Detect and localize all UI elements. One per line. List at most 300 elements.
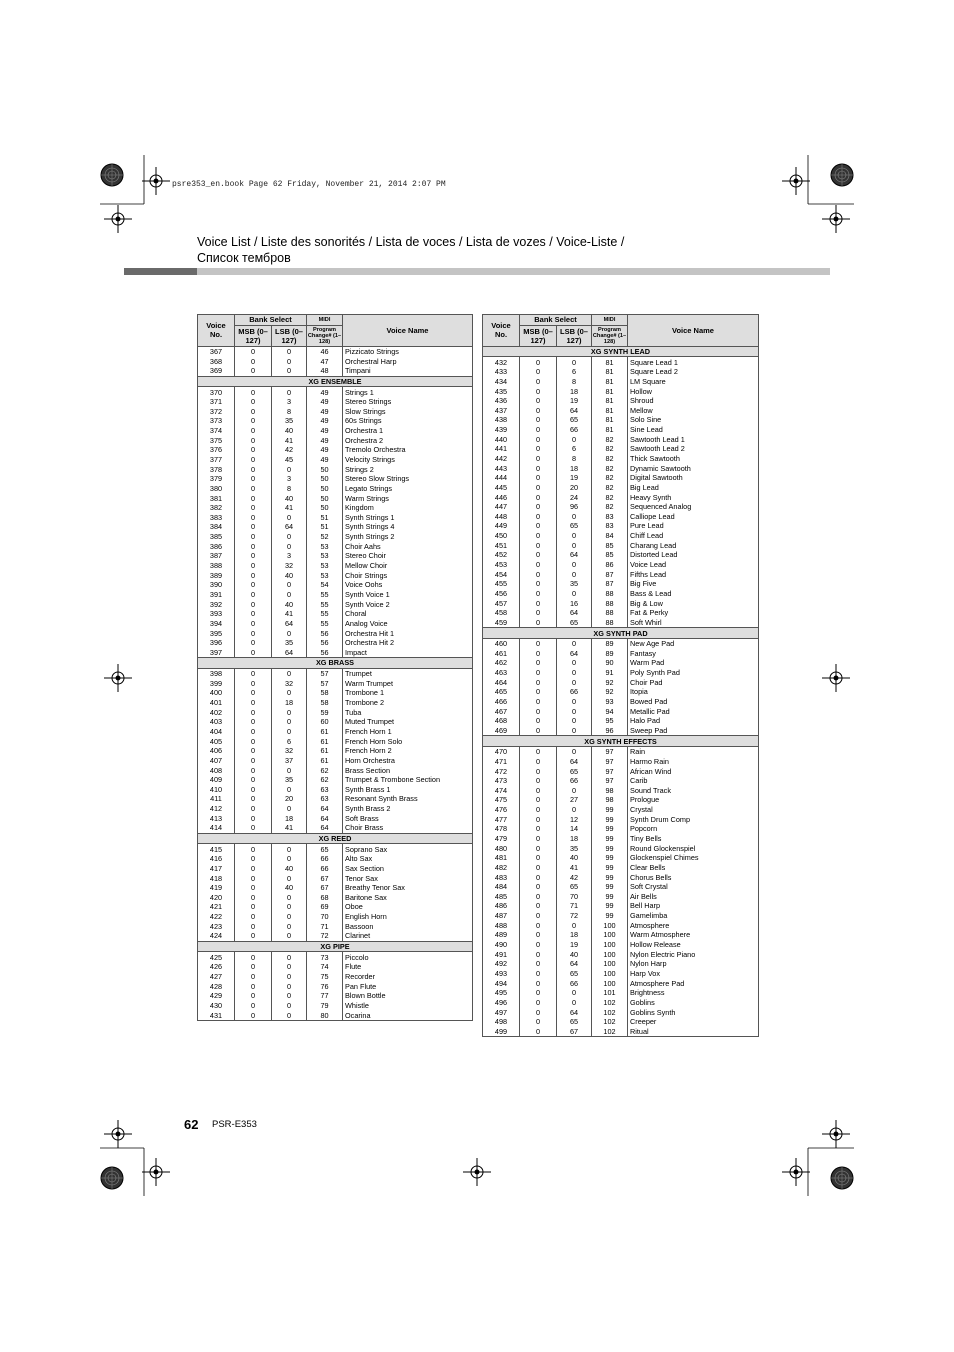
voice-name: Harmo Rain (628, 757, 759, 767)
table-row (198, 387, 473, 397)
lsb-value: 12 (557, 814, 592, 824)
program-change-value: 57 (307, 678, 343, 688)
msb-value: 0 (235, 599, 272, 609)
lsb-value: 65 (557, 969, 592, 979)
voice-name: Bell Harp (628, 901, 759, 911)
voice-number: 482 (483, 863, 520, 873)
msb-value: 0 (520, 444, 557, 454)
voice-name: Slow Strings (343, 406, 473, 416)
table-row (198, 570, 473, 580)
voice-number: 401 (198, 698, 235, 708)
page-number: 62 (184, 1117, 199, 1132)
voice-name: Thick Sawtooth (628, 454, 759, 464)
table-row (198, 784, 473, 794)
voice-name: Choral (343, 609, 473, 619)
lsb-value: 0 (272, 902, 307, 912)
program-change-value: 99 (592, 901, 628, 911)
table-row (483, 531, 759, 541)
lsb-value: 3 (272, 551, 307, 561)
program-change-value: 100 (592, 959, 628, 969)
voice-number: 462 (483, 658, 520, 668)
msb-value: 0 (520, 1017, 557, 1027)
voice-name: Carib (628, 776, 759, 786)
program-change-value: 99 (592, 911, 628, 921)
lsb-value: 0 (557, 512, 592, 522)
voice-number: 436 (483, 396, 520, 406)
voice-number: 406 (198, 746, 235, 756)
program-change-value: 51 (307, 522, 343, 532)
msb-value: 0 (235, 570, 272, 580)
voice-number: 386 (198, 541, 235, 551)
voice-number: 476 (483, 805, 520, 815)
msb-value: 0 (235, 590, 272, 600)
lsb-value: 40 (557, 949, 592, 959)
table-row (483, 697, 759, 707)
lsb-value: 0 (557, 560, 592, 570)
voice-name: Solo Sine (628, 415, 759, 425)
msb-value: 0 (235, 580, 272, 590)
table-row (198, 688, 473, 698)
table-row (198, 823, 473, 833)
lsb-value: 41 (557, 863, 592, 873)
msb-value: 0 (520, 454, 557, 464)
lsb-value: 0 (557, 638, 592, 648)
program-change-value: 63 (307, 794, 343, 804)
voice-name: Prologue (628, 795, 759, 805)
voice-name: Warm Pad (628, 658, 759, 668)
msb-value: 0 (235, 532, 272, 542)
program-change-value: 68 (307, 893, 343, 903)
header-program-change: Program Change# (1–128) (592, 326, 627, 345)
program-change-value: 53 (307, 570, 343, 580)
program-change-value: 100 (592, 920, 628, 930)
voice-number: 408 (198, 765, 235, 775)
registration-cross-icon (822, 1120, 850, 1148)
table-row (198, 561, 473, 571)
msb-value: 0 (235, 513, 272, 523)
program-change-value: 56 (307, 648, 343, 658)
voice-name: Fat & Perky (628, 608, 759, 618)
msb-value: 0 (520, 872, 557, 882)
table-row (198, 474, 473, 484)
lsb-value: 20 (557, 483, 592, 493)
table-row (483, 454, 759, 464)
msb-value: 0 (520, 677, 557, 687)
voice-number: 490 (483, 940, 520, 950)
voice-number: 367 (198, 346, 235, 356)
voice-name: Distorted Lead (628, 550, 759, 560)
lsb-value: 64 (557, 608, 592, 618)
voice-number: 376 (198, 445, 235, 455)
table-row (198, 1010, 473, 1020)
voice-number: 474 (483, 785, 520, 795)
msb-value: 0 (235, 717, 272, 727)
msb-value: 0 (520, 998, 557, 1008)
voice-name: Itopia (628, 687, 759, 697)
registration-disc-icon (831, 1167, 853, 1189)
program-change-value: 74 (307, 962, 343, 972)
table-row (198, 765, 473, 775)
lsb-value: 41 (272, 435, 307, 445)
voice-number: 379 (198, 474, 235, 484)
voice-number: 385 (198, 532, 235, 542)
registration-disc-icon (101, 1167, 123, 1189)
voice-name: Velocity Strings (343, 455, 473, 465)
lsb-value: 24 (557, 492, 592, 502)
voice-number: 488 (483, 920, 520, 930)
lsb-value: 0 (557, 920, 592, 930)
program-change-value: 102 (592, 998, 628, 1008)
msb-value: 0 (235, 628, 272, 638)
program-change-value: 88 (592, 608, 628, 618)
voice-name: Pizzicato Strings (343, 346, 473, 356)
program-change-value: 54 (307, 580, 343, 590)
msb-value: 0 (235, 883, 272, 893)
registration-cross-icon (822, 205, 850, 233)
voice-number: 437 (483, 405, 520, 415)
voice-name: Voice Oohs (343, 580, 473, 590)
program-change-value: 61 (307, 756, 343, 766)
lsb-value: 19 (557, 940, 592, 950)
lsb-value: 40 (272, 864, 307, 874)
voice-name: Stereo Slow Strings (343, 474, 473, 484)
table-row (483, 540, 759, 550)
program-change-value: 49 (307, 387, 343, 397)
voice-number: 498 (483, 1017, 520, 1027)
msb-value: 0 (520, 959, 557, 969)
program-change-value: 71 (307, 921, 343, 931)
category-row (198, 941, 473, 952)
msb-value: 0 (235, 804, 272, 814)
msb-value: 0 (235, 416, 272, 426)
program-change-value: 55 (307, 590, 343, 600)
program-change-value: 79 (307, 1001, 343, 1011)
msb-value: 0 (520, 649, 557, 659)
voice-name: Chorus Bells (628, 872, 759, 882)
voice-name: Shroud (628, 396, 759, 406)
table-row (198, 551, 473, 561)
table-row (483, 920, 759, 930)
lsb-value: 41 (272, 823, 307, 833)
registration-disc-icon (101, 164, 123, 186)
program-change-value: 88 (592, 589, 628, 599)
program-change-value: 97 (592, 776, 628, 786)
msb-value: 0 (520, 706, 557, 716)
msb-value: 0 (520, 901, 557, 911)
category-label: XG ENSEMBLE (198, 376, 473, 387)
voice-name: Alto Sax (343, 854, 473, 864)
lsb-value: 18 (557, 463, 592, 473)
table-row (198, 503, 473, 513)
table-row (483, 589, 759, 599)
voice-number: 407 (198, 756, 235, 766)
msb-value: 0 (520, 473, 557, 483)
voice-number: 493 (483, 969, 520, 979)
table-row (483, 569, 759, 579)
voice-name: Atmosphere (628, 920, 759, 930)
header-voice-no: Voice No. (198, 315, 235, 347)
lsb-value: 20 (272, 794, 307, 804)
table-row (483, 834, 759, 844)
program-change-value: 99 (592, 824, 628, 834)
lsb-value: 0 (557, 785, 592, 795)
lsb-value: 0 (557, 998, 592, 1008)
msb-value: 0 (520, 569, 557, 579)
voice-name: Bassoon (343, 921, 473, 931)
lsb-value: 0 (272, 981, 307, 991)
lsb-value: 72 (557, 911, 592, 921)
table-row (483, 396, 759, 406)
lsb-value: 0 (272, 580, 307, 590)
voice-number: 428 (198, 981, 235, 991)
table-row (198, 416, 473, 426)
lsb-value: 40 (272, 426, 307, 436)
lsb-value: 0 (272, 688, 307, 698)
voice-name: Trombone 2 (343, 698, 473, 708)
header-lsb: LSB (0–127) (557, 325, 592, 346)
program-change-value: 88 (592, 618, 628, 628)
msb-value: 0 (520, 766, 557, 776)
program-change-value: 50 (307, 464, 343, 474)
voice-name: Sawtooth Lead 1 (628, 434, 759, 444)
header-voice-name: Voice Name (343, 315, 473, 347)
voice-number: 491 (483, 949, 520, 959)
voice-name: LM Square (628, 377, 759, 387)
table-row (198, 775, 473, 785)
table-row (483, 959, 759, 969)
lsb-value: 0 (557, 716, 592, 726)
program-change-value: 102 (592, 1007, 628, 1017)
voice-number: 453 (483, 560, 520, 570)
lsb-value: 0 (272, 346, 307, 356)
lsb-value: 64 (557, 959, 592, 969)
table-row (198, 912, 473, 922)
table-row (483, 608, 759, 618)
table-row (483, 824, 759, 834)
voice-number: 433 (483, 367, 520, 377)
lsb-value: 41 (272, 503, 307, 513)
program-change-value: 99 (592, 892, 628, 902)
header-bank-select: Bank Select (520, 315, 592, 326)
voice-number: 496 (483, 998, 520, 1008)
program-change-value: 99 (592, 843, 628, 853)
table-row (483, 1026, 759, 1036)
voice-number: 450 (483, 531, 520, 541)
header-msb: MSB (0–127) (520, 325, 557, 346)
voice-number: 468 (483, 716, 520, 726)
voice-number: 381 (198, 493, 235, 503)
msb-value: 0 (520, 697, 557, 707)
table-row (483, 978, 759, 988)
voice-number: 421 (198, 902, 235, 912)
voice-number: 414 (198, 823, 235, 833)
table-row (198, 736, 473, 746)
lsb-value: 64 (557, 405, 592, 415)
lsb-value: 0 (272, 464, 307, 474)
voice-number: 395 (198, 628, 235, 638)
voice-name: Big & Low (628, 598, 759, 608)
category-row (198, 376, 473, 387)
voice-number: 393 (198, 609, 235, 619)
voice-name: Stereo Strings (343, 397, 473, 407)
voice-name: Choir Brass (343, 823, 473, 833)
msb-value: 0 (235, 794, 272, 804)
lsb-value: 0 (272, 366, 307, 376)
voice-name: French Horn 2 (343, 746, 473, 756)
program-change-value: 62 (307, 775, 343, 785)
voice-number: 455 (483, 579, 520, 589)
table-row (198, 609, 473, 619)
table-row (483, 969, 759, 979)
program-change-value: 53 (307, 541, 343, 551)
table-row (198, 435, 473, 445)
program-change-value: 96 (592, 726, 628, 736)
table-row (198, 406, 473, 416)
program-change-value: 73 (307, 952, 343, 962)
table-row (198, 678, 473, 688)
lsb-value: 0 (272, 804, 307, 814)
table-row (198, 356, 473, 366)
voice-name: Nylon Electric Piano (628, 949, 759, 959)
page-title-line-1: Voice List / Liste des sonorités / Lista de voces / Lista de vozes / Voice-Liste / (197, 235, 625, 249)
msb-value: 0 (235, 561, 272, 571)
voice-number: 397 (198, 648, 235, 658)
program-change-value: 59 (307, 707, 343, 717)
lsb-value: 64 (557, 550, 592, 560)
msb-value: 0 (235, 931, 272, 941)
msb-value: 0 (235, 503, 272, 513)
table-row (198, 397, 473, 407)
table-row (483, 1007, 759, 1017)
voice-name: Calliope Lead (628, 512, 759, 522)
lsb-value: 0 (272, 727, 307, 737)
msb-value: 0 (520, 834, 557, 844)
lsb-value: 8 (272, 406, 307, 416)
header-lsb: LSB (0–127) (272, 325, 307, 346)
category-label: XG PIPE (198, 941, 473, 952)
lsb-value: 32 (272, 746, 307, 756)
program-change-value: 61 (307, 746, 343, 756)
program-change-value: 55 (307, 599, 343, 609)
voice-name: Warm Atmosphere (628, 930, 759, 940)
lsb-value: 19 (557, 473, 592, 483)
voice-name: Sound Track (628, 785, 759, 795)
msb-value: 0 (520, 618, 557, 628)
voice-number: 477 (483, 814, 520, 824)
voice-number: 483 (483, 872, 520, 882)
voice-number: 394 (198, 619, 235, 629)
msb-value: 0 (520, 405, 557, 415)
msb-value: 0 (235, 493, 272, 503)
msb-value: 0 (520, 1026, 557, 1036)
lsb-value: 66 (557, 425, 592, 435)
lsb-value: 66 (557, 978, 592, 988)
lsb-value: 64 (557, 1007, 592, 1017)
table-row (483, 560, 759, 570)
lsb-value: 65 (557, 521, 592, 531)
header-msb: MSB (0–127) (235, 325, 272, 346)
voice-name: Ritual (628, 1026, 759, 1036)
table-row (483, 598, 759, 608)
lsb-value: 0 (272, 844, 307, 854)
category-label: XG SYNTH PAD (483, 628, 759, 639)
lsb-value: 42 (557, 872, 592, 882)
voice-number: 418 (198, 873, 235, 883)
program-change-value: 81 (592, 405, 628, 415)
voice-number: 370 (198, 387, 235, 397)
program-change-value: 50 (307, 474, 343, 484)
program-change-value: 99 (592, 814, 628, 824)
lsb-value: 27 (557, 795, 592, 805)
header-bank-select: Bank Select (235, 315, 307, 326)
msb-value: 0 (520, 853, 557, 863)
voice-name: Soprano Sax (343, 844, 473, 854)
lsb-value: 35 (272, 638, 307, 648)
category-row (483, 346, 759, 357)
program-change-value: 55 (307, 609, 343, 619)
lsb-value: 0 (557, 589, 592, 599)
lsb-value: 0 (272, 717, 307, 727)
msb-value: 0 (520, 911, 557, 921)
msb-value: 0 (520, 638, 557, 648)
voice-number: 378 (198, 464, 235, 474)
lsb-value: 35 (272, 416, 307, 426)
table-row (198, 493, 473, 503)
voice-number: 427 (198, 972, 235, 982)
program-change-value: 81 (592, 425, 628, 435)
registration-cross-icon (463, 1158, 491, 1186)
msb-value: 0 (520, 920, 557, 930)
msb-value: 0 (235, 844, 272, 854)
msb-value: 0 (520, 843, 557, 853)
lsb-value: 40 (557, 853, 592, 863)
voice-name: Chiff Lead (628, 531, 759, 541)
lsb-value: 65 (557, 415, 592, 425)
voice-number: 459 (483, 618, 520, 628)
program-change-value: 101 (592, 988, 628, 998)
table-row (483, 795, 759, 805)
voice-number: 456 (483, 589, 520, 599)
table-row (483, 463, 759, 473)
table-row (198, 727, 473, 737)
voice-name: Recorder (343, 972, 473, 982)
table-row (198, 445, 473, 455)
lsb-value: 64 (272, 619, 307, 629)
program-change-value: 82 (592, 473, 628, 483)
voice-number: 466 (483, 697, 520, 707)
voice-number: 417 (198, 864, 235, 874)
voice-name: Air Bells (628, 892, 759, 902)
msb-value: 0 (235, 551, 272, 561)
voice-number: 454 (483, 569, 520, 579)
program-change-value: 82 (592, 434, 628, 444)
msb-value: 0 (520, 415, 557, 425)
lsb-value: 0 (272, 921, 307, 931)
voice-name: Sawtooth Lead 2 (628, 444, 759, 454)
lsb-value: 96 (557, 502, 592, 512)
table-row (483, 502, 759, 512)
table-row (483, 872, 759, 882)
voice-number: 471 (483, 757, 520, 767)
registration-cross-icon (142, 167, 170, 195)
program-change-value: 67 (307, 873, 343, 883)
lsb-value: 18 (557, 930, 592, 940)
voice-number: 481 (483, 853, 520, 863)
program-change-value: 90 (592, 658, 628, 668)
voice-number: 463 (483, 668, 520, 678)
voice-number: 451 (483, 540, 520, 550)
voice-name: Sequenced Analog (628, 502, 759, 512)
